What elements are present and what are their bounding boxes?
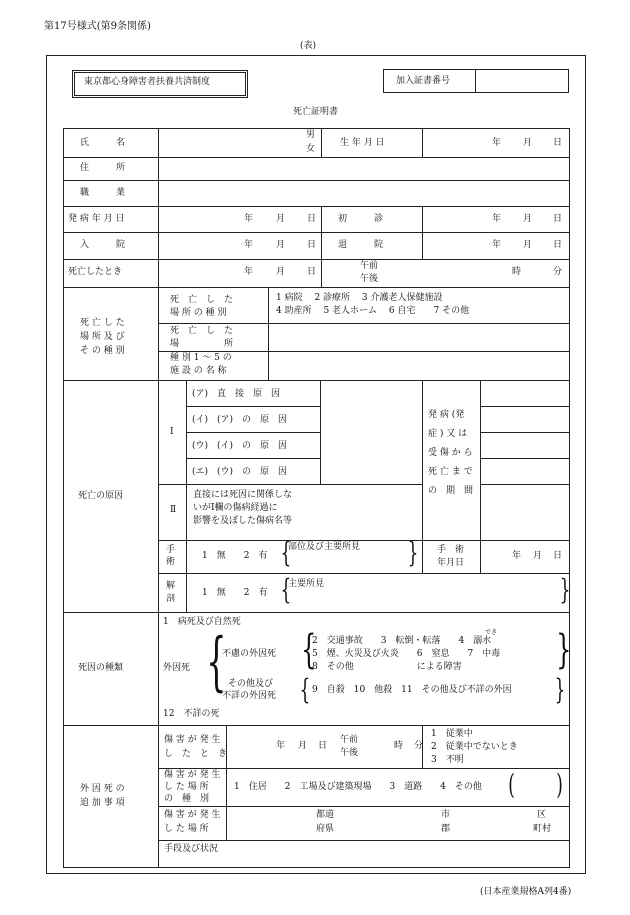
- ext-kind-label-1: 傷 害 が 発 生: [164, 770, 221, 780]
- ext-when-label-1: 傷 害 が 発 生: [164, 735, 221, 745]
- death-pm[interactable]: 午後: [360, 274, 379, 284]
- cause-e-label: (エ) (ウ) の 原 因: [192, 467, 288, 477]
- ext-kind-label-2: し た 場 所: [164, 782, 209, 792]
- injury-day: 日: [318, 741, 328, 751]
- cause-label: 死亡の原因: [78, 491, 124, 501]
- death-month: 月: [276, 267, 286, 277]
- place-kind-options-1[interactable]: 1 病院 2 診療所 3 介護老人保健施設: [276, 293, 443, 303]
- doc-title: 死亡証明書: [293, 107, 339, 117]
- kind-natural[interactable]: 1 病死及び自然死: [163, 617, 241, 627]
- part2-text-1: 直接には死因に関係しな: [193, 490, 293, 500]
- injury-minute: 分: [414, 741, 424, 751]
- part2-text-2: いがⅠ欄の傷病経過に: [193, 503, 278, 513]
- death-time-label: 死亡したとき: [68, 267, 123, 277]
- first-visit-year: 年: [492, 214, 502, 224]
- address-label: 住 所: [80, 163, 126, 173]
- form-number: 第17号様式(第9条関係): [44, 21, 151, 32]
- cause-i-field[interactable]: [322, 407, 421, 432]
- surgery-date-label-2: 年月日: [437, 558, 465, 568]
- facility-label-2: 施 設 の 名 称: [170, 366, 227, 376]
- place-label-2: 場 所: [170, 339, 234, 349]
- period-label-5: の 期 間: [428, 486, 474, 496]
- name-field[interactable]: [160, 129, 310, 157]
- facility-field[interactable]: [270, 352, 568, 380]
- kind-other-label-2: 不詳の外因死: [222, 691, 277, 701]
- autopsy-options[interactable]: 1 無 2 有: [202, 588, 268, 598]
- surgery-label-1: 手: [166, 545, 176, 555]
- first-visit-month: 月: [523, 214, 533, 224]
- sex-male[interactable]: 男: [306, 130, 316, 140]
- kind-other-options[interactable]: 9 自殺 10 他殺 11 その他及び不詳の外因: [312, 685, 512, 695]
- surgery-options[interactable]: 1 無 2 有: [202, 551, 268, 561]
- cause-i-label: (イ) (ア) の 原 因: [192, 415, 288, 425]
- sex-female[interactable]: 女: [306, 144, 316, 154]
- discharge-month: 月: [523, 240, 533, 250]
- surgery-label-2: 術: [166, 557, 176, 567]
- death-hour: 時: [512, 267, 522, 277]
- place-kind-options-2[interactable]: 4 助産所 5 老人ホーム 6 自宅 7 その他: [276, 306, 470, 316]
- injury-month: 月: [298, 741, 308, 751]
- first-visit-day: 日: [553, 214, 563, 224]
- job-label: 職 業: [80, 188, 126, 198]
- ward-ku: 区: [537, 810, 547, 820]
- plan-name: 東京都心身障害者扶養共済制度: [84, 77, 211, 87]
- place-field[interactable]: [270, 324, 568, 351]
- work-option-2[interactable]: 2 従業中でないとき: [431, 742, 518, 752]
- cause-part-1: Ⅰ: [170, 427, 174, 437]
- death-day: 日: [307, 267, 317, 277]
- death-minute: 分: [553, 267, 563, 277]
- admit-month: 月: [276, 240, 286, 250]
- surgery-month: 月: [533, 551, 543, 561]
- place-section-label: 死 亡 し た 場 所 及 び そ の 種 別: [80, 318, 125, 356]
- period-label-4: 死 亡 ま で: [428, 467, 473, 477]
- kind-accident-line-2[interactable]: 5 煙、火災及び火炎 6 窒息 7 中毒: [312, 649, 501, 659]
- ext-when-label-2: し た と き: [164, 749, 228, 759]
- facility-label-1: 種 別 1 ～ 5 の: [170, 353, 232, 363]
- kind-accident-line-1[interactable]: 2 交通事故 3 転倒・転落 4 溺水: [312, 636, 492, 646]
- onset-day: 日: [307, 214, 317, 224]
- admit-day: 日: [307, 240, 317, 250]
- first-visit-label: 初 診: [338, 214, 384, 224]
- autopsy-label-1: 解: [166, 581, 176, 591]
- birth-label: 生 年 月 日: [340, 138, 385, 148]
- cause-e-field[interactable]: [322, 459, 421, 484]
- cause-a-label: (ア) 直 接 原 因: [192, 389, 281, 399]
- birth-day: 日: [553, 138, 563, 148]
- death-kind-label: 死因の種類: [78, 663, 124, 673]
- part2-field[interactable]: [322, 485, 421, 540]
- discharge-label: 退 院: [338, 240, 384, 250]
- job-field[interactable]: [160, 181, 568, 206]
- ext-label-1: 外 因 死 の: [80, 784, 125, 794]
- ext-kind-options[interactable]: 1 住居 2 工場及び建築現場 3 道路 4 その他: [234, 782, 482, 792]
- cause-part-2: Ⅱ: [170, 505, 177, 515]
- period-label-2: 症 ) 又 は: [428, 429, 468, 439]
- discharge-day: 日: [553, 240, 563, 250]
- admit-label: 入 院: [80, 240, 126, 250]
- footer-standard: (日本産業規格A列4番): [480, 887, 572, 897]
- death-year: 年: [244, 267, 254, 277]
- surgery-year: 年: [512, 551, 522, 561]
- period-label-1: 発 病 (発: [428, 410, 465, 420]
- injury-am[interactable]: 午前: [340, 735, 359, 745]
- enroll-number-label: 加入証書番号: [396, 76, 451, 86]
- injury-hour: 時: [394, 741, 404, 751]
- main-table: [63, 128, 570, 868]
- death-am[interactable]: 午前: [360, 261, 379, 271]
- cause-a-field[interactable]: [322, 381, 421, 406]
- period-label-3: 受 傷 か ら: [428, 448, 473, 458]
- onset-month: 月: [276, 214, 286, 224]
- place-kind-label: 死 亡 し た 場 所 の 種 別: [170, 295, 234, 318]
- kind-external-label: 外因死: [163, 663, 191, 673]
- pref-fuken: 府県: [316, 824, 335, 834]
- part2-text-3: 影響を及ぼした傷病名等: [193, 516, 293, 526]
- side-label: (表): [300, 41, 317, 51]
- work-option-3[interactable]: 3 不明: [431, 755, 464, 765]
- admit-year: 年: [244, 240, 254, 250]
- city-gun: 郡: [441, 824, 451, 834]
- address-field[interactable]: [160, 158, 568, 180]
- discharge-year: 年: [492, 240, 502, 250]
- injury-year: 年: [276, 741, 286, 751]
- ext-kind-label-3: の 種 別: [164, 794, 210, 804]
- place-label-1: 死 亡 し た: [170, 326, 234, 336]
- method-label: 手段及び状況: [164, 844, 219, 854]
- method-field[interactable]: [160, 856, 568, 865]
- injury-pm[interactable]: 午後: [340, 748, 359, 758]
- surgery-findings-label: 部位及び主要所見: [288, 542, 361, 552]
- birth-month: 月: [523, 138, 533, 148]
- kind-accident-line-3[interactable]: 8 その他 による障害: [312, 662, 462, 672]
- surgery-day: 日: [553, 551, 563, 561]
- cause-u-field[interactable]: [322, 433, 421, 458]
- kind-unknown[interactable]: 12 不詳の死: [163, 709, 220, 719]
- ruby-deki: でき: [485, 629, 498, 636]
- town-chouson: 町村: [533, 824, 552, 834]
- autopsy-findings-label: 主要所見: [288, 579, 325, 589]
- ext-where-label-1: 傷 害 が 発 生: [164, 810, 221, 820]
- surgery-date-label-1: 手 術: [437, 545, 465, 555]
- onset-year: 年: [244, 214, 254, 224]
- birth-year: 年: [492, 138, 502, 148]
- name-label: 氏 名: [80, 138, 126, 148]
- pref-todo: 都道: [316, 810, 335, 820]
- city-shi: 市: [441, 810, 451, 820]
- enroll-number-field[interactable]: [477, 70, 567, 91]
- ext-where-label-2: し た 場 所: [164, 824, 209, 834]
- autopsy-label-2: 剖: [166, 594, 176, 604]
- onset-label: 発 病 年 月 日: [68, 214, 125, 224]
- kind-other-label-1: その他及び: [228, 679, 274, 689]
- cause-u-label: (ウ) (イ) の 原 因: [192, 441, 288, 451]
- work-option-1[interactable]: 1 従業中: [431, 729, 473, 739]
- kind-accident-label: 不慮の外因死: [222, 649, 277, 659]
- ext-label-2: 追 加 事 項: [80, 798, 125, 808]
